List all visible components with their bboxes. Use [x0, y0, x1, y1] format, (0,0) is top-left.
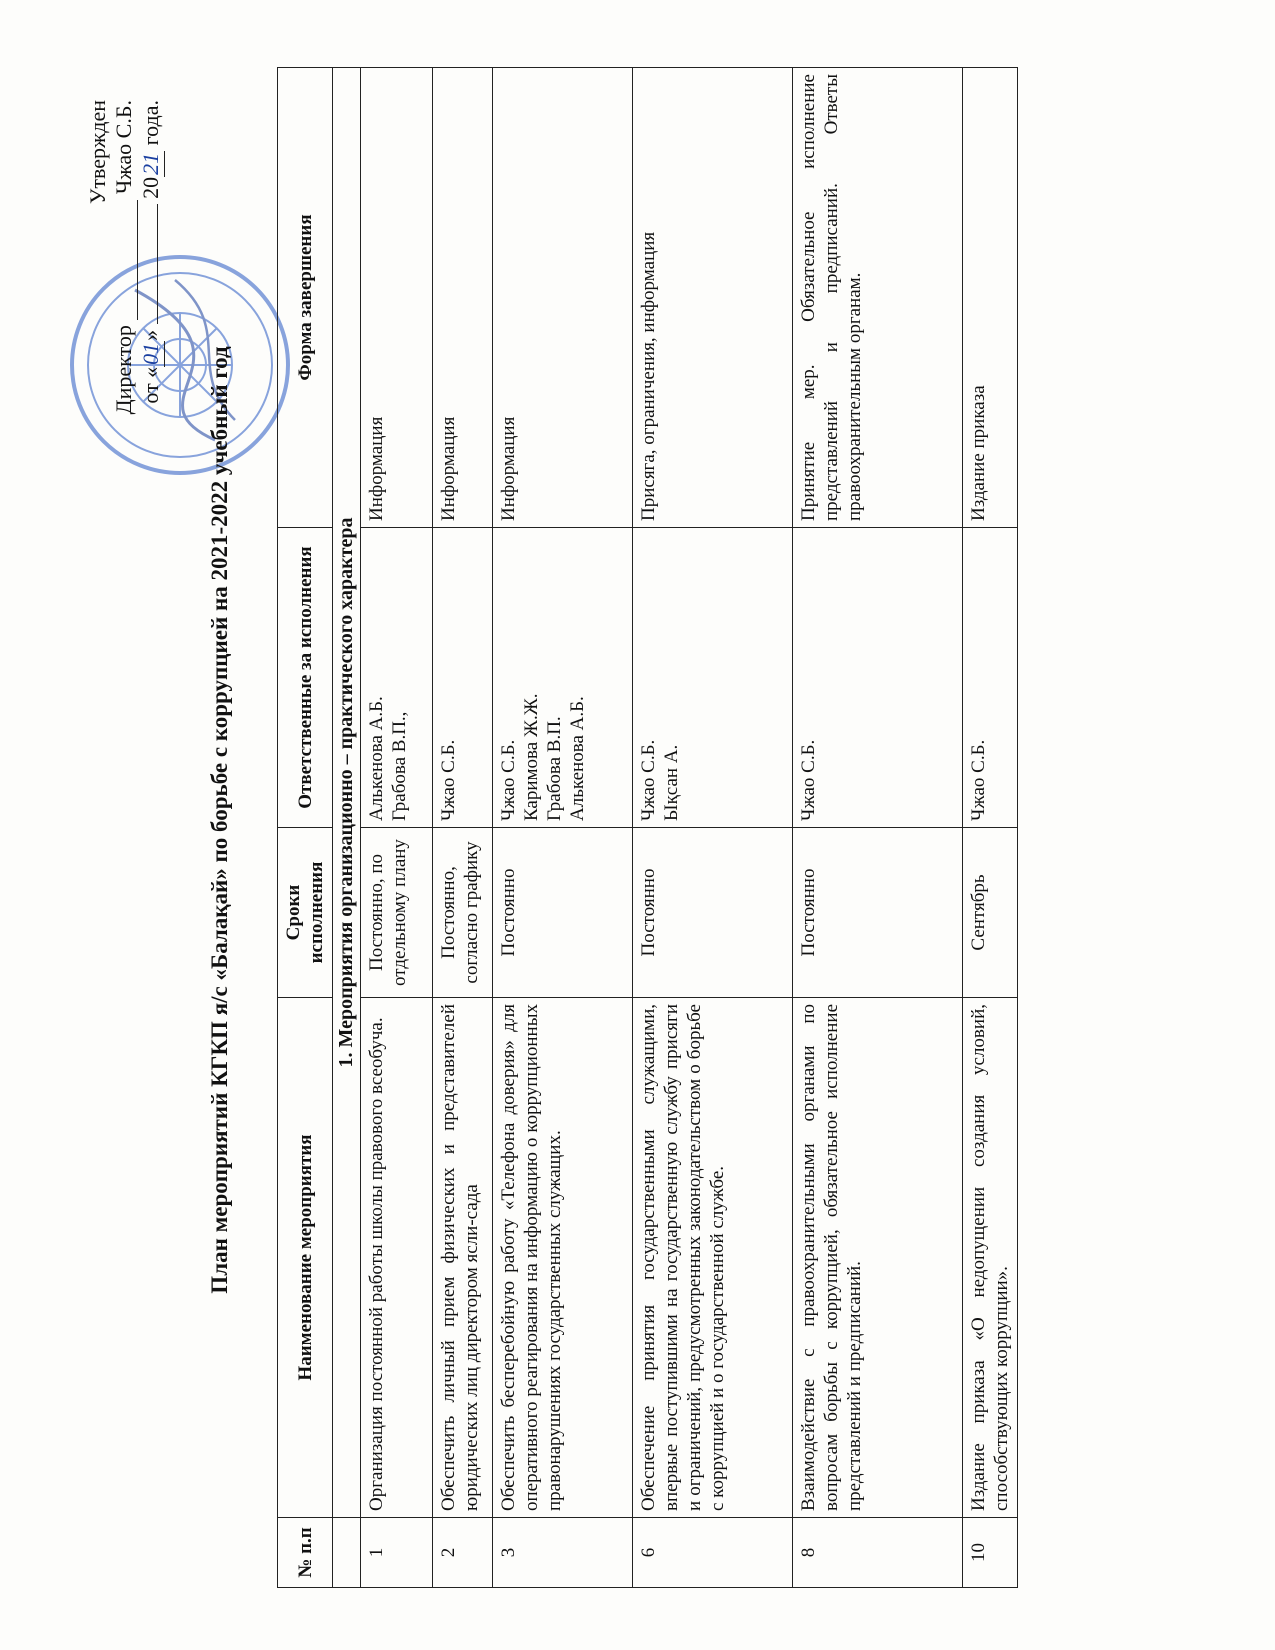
measure-name: Взаимодействие с правоохранительными органами по вопросам борьбы с коррупцией, обязательное исполнение представлений и предписаний. [793, 998, 963, 1518]
responsible-person: Алькенова А.Б. [366, 696, 387, 821]
measure-term: Постоянно [793, 828, 963, 998]
measure-name: Организация постоянной работы школы правового всеобуча. [361, 998, 433, 1518]
responsible-persons [433, 528, 493, 828]
date-month [157, 204, 158, 324]
header-name: Наименование мероприятия [278, 998, 333, 1518]
section-row [333, 68, 361, 1588]
row-number: 8 [793, 1518, 963, 1588]
measures-table [277, 67, 1018, 1588]
completion-form: Принятие мер. Обязательное исполнение представлений и предписаний. Ответы правоохранительным органам. [793, 68, 963, 528]
approval-block [85, 100, 165, 414]
measure-term: Постоянно, по отдельному плану [361, 828, 433, 998]
row-number: 10 [963, 1518, 1018, 1588]
completion-form: Присяга, ограничения, информация [633, 68, 793, 528]
measure-term: Постоянно [493, 828, 633, 998]
title-text: План мероприятий КГКП я/с «Балақай» по борьбе с коррупцией на 2021-2022 учебный год [207, 346, 232, 1294]
completion-form: Информация [433, 68, 493, 528]
responsible-person: Алькенова А.Б. [567, 696, 588, 821]
page-title [207, 40, 233, 1600]
signature-blank [111, 200, 138, 320]
responsible-person: Чжао С.Б. [638, 739, 659, 821]
measure-term: Сентябрь [963, 828, 1018, 998]
row-number: 1 [361, 1518, 433, 1588]
approved-label: Утвержден [85, 100, 110, 205]
table-row [793, 68, 963, 1588]
row-number: 3 [493, 1518, 633, 1588]
header-num: № п.п [278, 1518, 333, 1588]
completion-form: Информация [493, 68, 633, 528]
approval-date [138, 100, 165, 414]
measure-term: Постоянно, согласно графику [433, 828, 493, 998]
responsible-persons [793, 528, 963, 828]
completion-form: Информация [361, 68, 433, 528]
date-year-prefix: 20 [138, 176, 163, 199]
table-row [963, 68, 1018, 1588]
table-header-row [278, 68, 333, 1588]
date-year: 21 [138, 152, 163, 175]
responsible-person: Чжао С.Б. [798, 739, 819, 821]
measure-name: Обеспечить личный прием физических и представителей юридических лиц директором ясли-сада [433, 998, 493, 1518]
director-line [111, 100, 138, 414]
date-suffix: года. [138, 100, 163, 146]
date-prefix: от « [138, 366, 163, 404]
row-number: 6 [633, 1518, 793, 1588]
responsible-person: Чжао С.Б. [968, 739, 989, 821]
responsible-person: Грабова В.П., [389, 711, 410, 821]
header-term: Сроки исполнения [278, 828, 333, 998]
measure-name: Обеспечение принятия государственными служащими, впервые поступившими на государственную службу присяги и ограничений, предусмотренных законодательством о борьбе с коррупцией и о государственной службе. [633, 998, 793, 1518]
responsible-persons [633, 528, 793, 828]
responsible-person: Ықсан А. [661, 744, 682, 821]
director-label: Директор [111, 325, 136, 415]
section-empty-cell [333, 1518, 361, 1588]
responsible-person: Чжао С.Б. [498, 739, 519, 821]
table-row [493, 68, 633, 1588]
date-day: 01 [138, 342, 163, 365]
responsible-person: Грабова В.П. [544, 716, 565, 821]
table-row [433, 68, 493, 1588]
responsible-person: Каримова Ж.Ж. [521, 693, 542, 821]
completion-form: Издание приказа [963, 68, 1018, 528]
date-mid: » [138, 329, 163, 341]
header-form: Форма завершения [278, 68, 333, 528]
section-title: 1. Мероприятия организационно – практического характера [333, 68, 361, 1518]
table-row [633, 68, 793, 1588]
document-page [45, 40, 1225, 1600]
director-name: Чжао С.Б. [111, 100, 136, 195]
table-row [361, 68, 433, 1588]
measure-name: Обеспечить бесперебойную работу «Телефона доверия» для оперативного реагирования на информацию о коррупционных правонарушениях государственных служащих. [493, 998, 633, 1518]
responsible-persons [361, 528, 433, 828]
measure-term: Постоянно [633, 828, 793, 998]
header-responsible: Ответственные за исполнения [278, 528, 333, 828]
responsible-persons [963, 528, 1018, 828]
row-number: 2 [433, 1518, 493, 1588]
responsible-persons [493, 528, 633, 828]
responsible-person: Чжао С.Б. [438, 739, 459, 821]
measure-name: Издание приказа «О недопущении создания условий, способствующих коррупции». [963, 998, 1018, 1518]
